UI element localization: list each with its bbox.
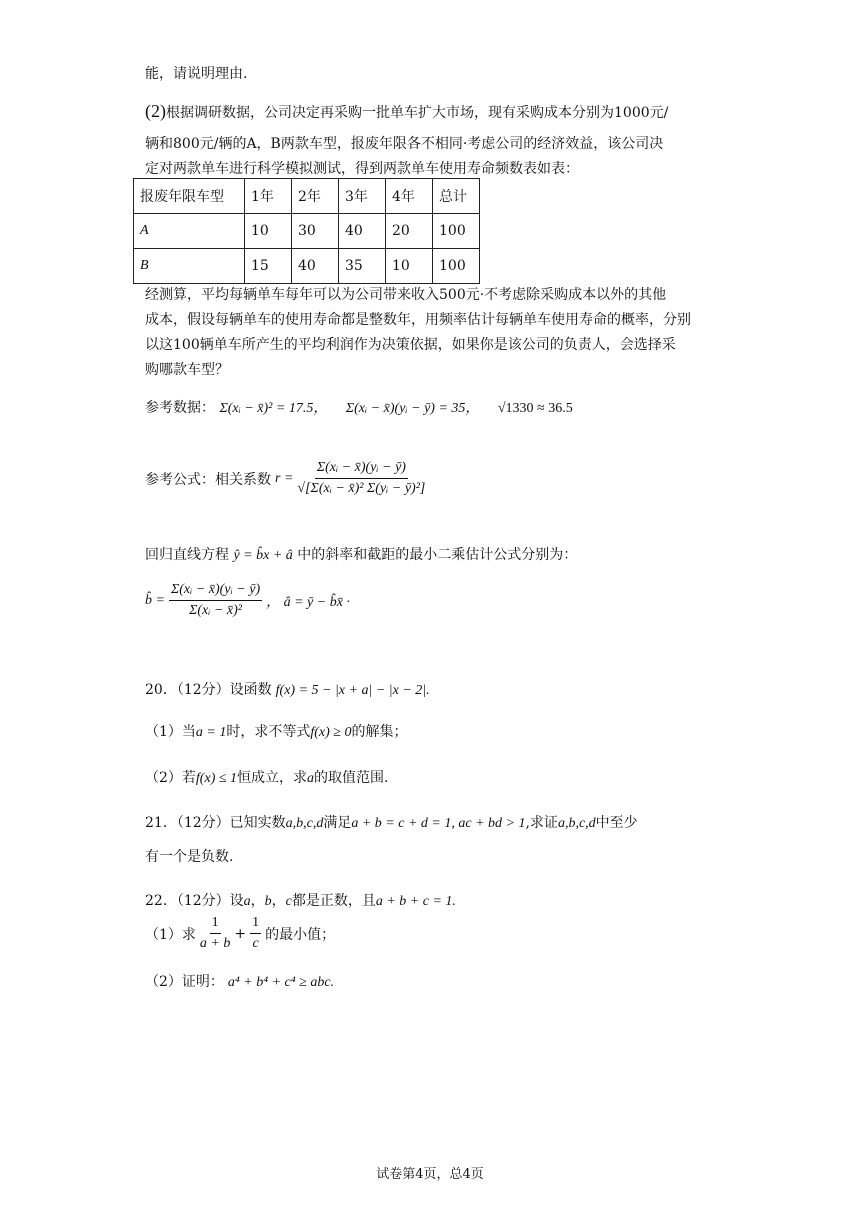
question-21-line2: 有一个是负数. bbox=[145, 849, 234, 865]
b-denominator: Σ(xᵢ − x̄)² bbox=[189, 603, 242, 618]
table-header-row bbox=[134, 179, 480, 214]
table-cell: 10 bbox=[386, 249, 433, 284]
table-cell: 30 bbox=[292, 214, 339, 249]
table-cell: 40 bbox=[292, 249, 339, 284]
table-cell: A bbox=[134, 214, 245, 249]
table-row bbox=[134, 214, 480, 249]
b-numerator: Σ(xᵢ − x̄)(yᵢ − ȳ) bbox=[169, 582, 262, 601]
fraction-denominator: a + b bbox=[199, 936, 231, 951]
table-cell: 20 bbox=[386, 214, 433, 249]
question-20-part1: （1）当a = 1时，求不等式f(x) ≥ 0的解集； bbox=[145, 724, 408, 740]
part2-line3: 定对两款单车进行科学模拟测试，得到两款单车使用寿命频数表如表： bbox=[145, 161, 579, 177]
table-cell: 100 bbox=[433, 249, 480, 284]
question-22: 22．（12分）设a，b，c都是正数，且a + b + c = 1. bbox=[145, 893, 456, 909]
lifespan-frequency-table bbox=[133, 178, 480, 284]
reference-data: 参考数据： Σ(xᵢ − x̄)² = 17.5， Σ(xᵢ − x̄)(yᵢ − ȳ) = 35， √1330 ≈ 36.5 bbox=[145, 400, 573, 416]
table-header-cell: 2年 bbox=[292, 179, 339, 214]
question-20: 20．（12分）设函数 f(x) = 5 − |x + a| − |x − 2|. bbox=[145, 682, 430, 698]
table-header-cell: 3年 bbox=[339, 179, 386, 214]
table-header-cell: 报废年限车型 bbox=[134, 179, 245, 214]
page-footer: 试卷第4页，总4页 bbox=[376, 1167, 484, 1182]
fraction-numerator: 1 bbox=[250, 915, 261, 934]
question-21: 21．（12分）已知实数a,b,c,d满足a + b = c + d = 1, ac + bd > 1,求证a,b,c,d中至少 bbox=[145, 815, 638, 831]
table-cell: 100 bbox=[433, 214, 480, 249]
table-cell: 10 bbox=[245, 214, 292, 249]
table-header-cell: 4年 bbox=[386, 179, 433, 214]
table-row bbox=[134, 249, 480, 284]
question-20-part2: （2）若f(x) ≤ 1恒成立，求a的取值范围. bbox=[145, 770, 389, 786]
table-cell: B bbox=[134, 249, 245, 284]
after-table-line3: 以这100辆单车所产生的平均利润作为决策依据，如果你是该公司的负责人，会选择采 bbox=[145, 337, 676, 353]
continuation-line: 能，请说明理由. bbox=[145, 66, 248, 82]
table-header-cell: 总计 bbox=[433, 179, 480, 214]
fraction-denominator: c bbox=[252, 936, 259, 951]
question-22-part2: （2）证明： a⁴ + b⁴ + c⁴ ≥ abc. bbox=[145, 974, 335, 990]
r-numerator: Σ(xᵢ − x̄)(yᵢ − ȳ) bbox=[315, 460, 408, 479]
least-squares-formula: b̂ = $\frac{\text{Σ(xᵢ − x̄)(yᵢ − ȳ)}}{\text{Σ(xᵢ − x̄)²}}$ ， â = ȳ − b̂x̄ · bbox=[145, 582, 350, 618]
table-header-cell: 1年 bbox=[245, 179, 292, 214]
part2-line1: (2)根据调研数据，公司决定再采购一批单车扩大市场，现有采购成本分别为1000元/ bbox=[145, 101, 669, 121]
question-22-part1: （1）求 $\frac{1}{a + b}$ + $\frac{1}{c}$ 的最小值； bbox=[145, 915, 336, 951]
regression-line: 回归直线方程 ŷ = b̂x + â 中的斜率和截距的最小二乘估计公式分别为： bbox=[145, 547, 578, 563]
correlation-formula: 参考公式：相关系数 r = $\frac{\text{Σ(xᵢ − x̄)(yᵢ − ȳ)}}{\text{√[Σ(xᵢ − x̄)² Σ(yᵢ − ȳ)²]}}$ bbox=[145, 460, 426, 496]
r-denominator: √[Σ(xᵢ − x̄)² Σ(yᵢ − ȳ)²] bbox=[297, 481, 426, 496]
after-table-line1: 经测算，平均每辆单车每年可以为公司带来收入500元·不考虑除采购成本以外的其他 bbox=[145, 287, 667, 303]
table-cell: 35 bbox=[339, 249, 386, 284]
after-table-line4: 购哪款车型？ bbox=[145, 362, 229, 378]
part2-line2: 辆和800元/辆的A，B两款车型，报废年限各不相同·考虑公司的经济效益，该公司决 bbox=[145, 136, 664, 152]
table-cell: 40 bbox=[339, 214, 386, 249]
table-cell: 15 bbox=[245, 249, 292, 284]
after-table-line2: 成本，假设每辆单车的使用寿命都是整数年，用频率估计每辆单车使用寿命的概率，分别 bbox=[145, 312, 691, 328]
fraction-numerator: 1 bbox=[210, 915, 221, 934]
